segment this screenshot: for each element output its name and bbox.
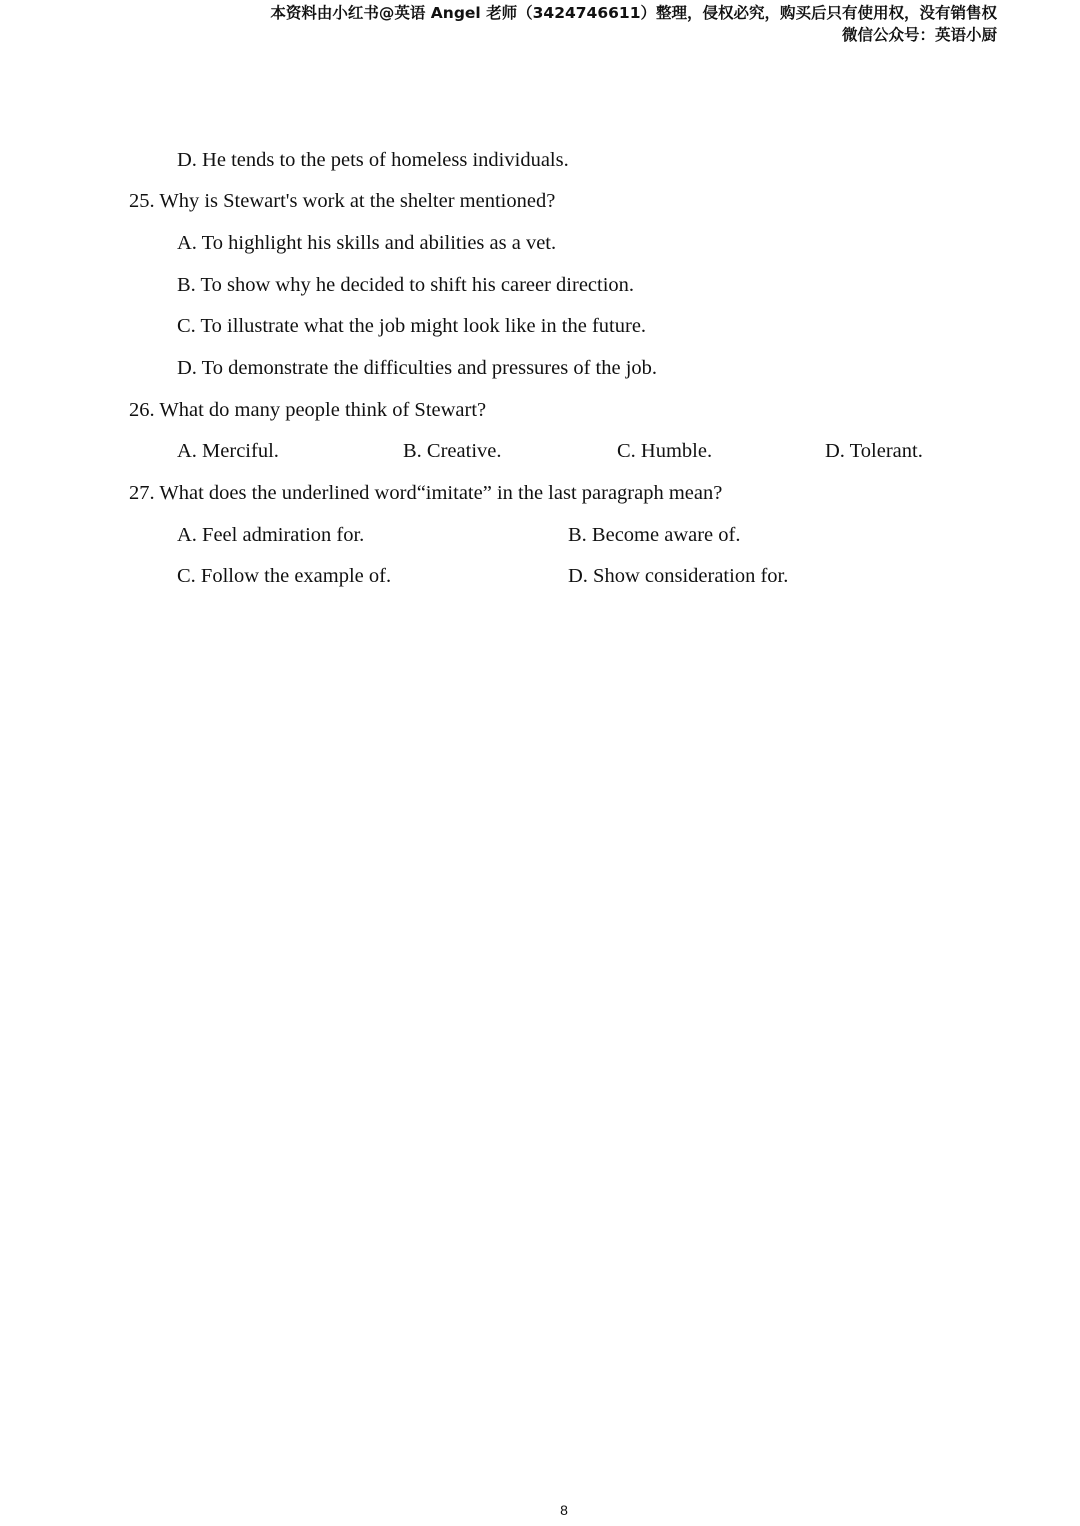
question-25-option-c: C. To illustrate what the job might look like in the future.: [177, 315, 647, 337]
question-26-option-c: C. Humble.: [617, 440, 713, 462]
question-27-stem: 27. What does the underlined word“imitate” in the last paragraph mean?: [129, 482, 723, 504]
carryover-option-d: D. He tends to the pets of homeless individuals.: [177, 149, 569, 171]
question-27-option-b: B. Become aware of.: [568, 524, 741, 546]
header-line-1: 本资料由小红书@英语 Angel 老师（3424746611）整理，侵权必究，购买后只有使用权，没有销售权: [270, 4, 997, 22]
question-27-option-d: D. Show consideration for.: [568, 565, 789, 587]
page-number: 8: [560, 1502, 568, 1518]
question-27-option-a: A. Feel admiration for.: [177, 524, 365, 546]
question-25-stem: 25. Why is Stewart's work at the shelter mentioned?: [129, 190, 556, 212]
question-26-option-b: B. Creative.: [403, 440, 502, 462]
question-25-option-d: D. To demonstrate the difficulties and pressures of the job.: [177, 357, 658, 379]
question-26-stem: 26. What do many people think of Stewart?: [129, 399, 487, 421]
copyright-header: [270, 2, 997, 46]
question-26-option-d: D. Tolerant.: [825, 440, 923, 462]
question-26-option-a: A. Merciful.: [177, 440, 279, 462]
question-25-option-b: B. To show why he decided to shift his career direction.: [177, 274, 635, 296]
question-25-option-a: A. To highlight his skills and abilities as a vet.: [177, 232, 557, 254]
header-line-2: 微信公众号：英语小厨: [841, 26, 997, 44]
question-27-option-c: C. Follow the example of.: [177, 565, 392, 587]
